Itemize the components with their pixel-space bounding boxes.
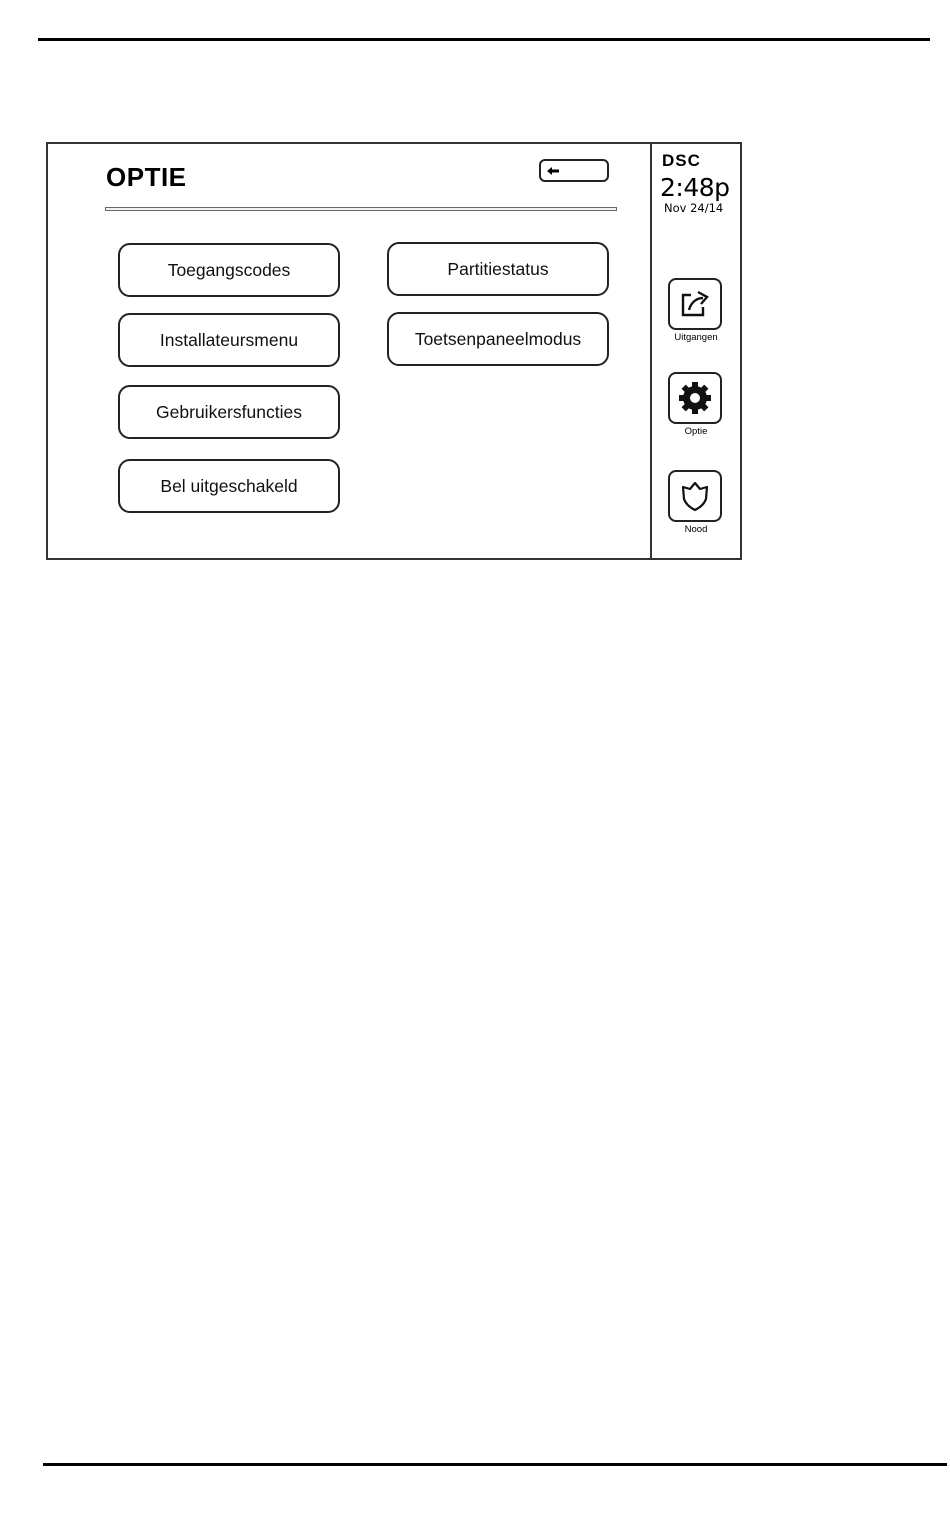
title-divider xyxy=(105,207,617,211)
external-link-icon xyxy=(677,286,713,322)
brand-logo: DSC xyxy=(662,151,701,170)
nood-label: Nood xyxy=(684,524,708,535)
back-arrow-icon xyxy=(546,166,560,176)
uitgangen-label: Uitgangen xyxy=(674,332,718,343)
page-title: OPTIE xyxy=(106,162,187,192)
gebruikersfuncties-button[interactable]: Gebruikersfuncties xyxy=(118,385,340,439)
clock-time: 2:48p xyxy=(660,173,730,202)
installateursmenu-button[interactable]: Installateursmenu xyxy=(118,313,340,367)
sidebar xyxy=(652,144,740,558)
keypad-screen xyxy=(46,142,742,560)
page-top-rule xyxy=(38,38,930,41)
main-area xyxy=(48,144,652,558)
shield-icon xyxy=(678,479,712,513)
bel-uitgeschakeld-button[interactable]: Bel uitgeschakeld xyxy=(118,459,340,513)
partitiestatus-button[interactable]: Partitiestatus xyxy=(387,242,609,296)
back-button[interactable] xyxy=(539,159,609,182)
optie-label: Optie xyxy=(684,426,708,437)
page-bottom-rule xyxy=(43,1463,947,1466)
optie-button[interactable] xyxy=(668,372,722,424)
clock-date: Nov 24/14 xyxy=(664,201,724,215)
uitgangen-button[interactable] xyxy=(668,278,722,330)
toetsenpaneelmodus-button[interactable]: Toetsenpaneelmodus xyxy=(387,312,609,366)
toegangscodes-button[interactable]: Toegangscodes xyxy=(118,243,340,297)
nood-button[interactable] xyxy=(668,470,722,522)
gear-icon xyxy=(677,380,713,416)
